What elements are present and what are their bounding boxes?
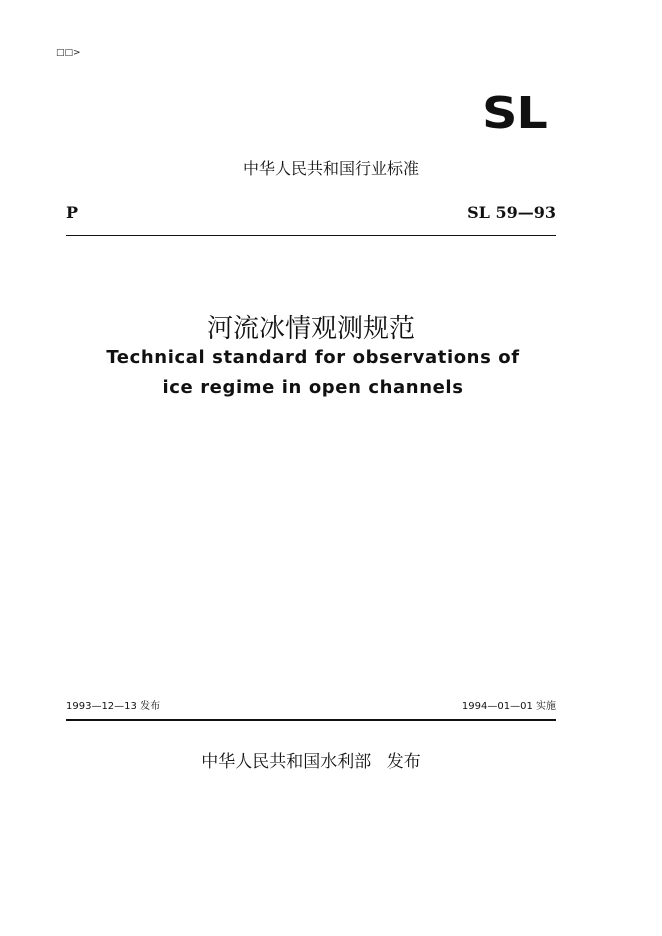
header-divider — [66, 235, 556, 236]
corner-mark: □□> — [56, 48, 81, 58]
implementation-date: 1994—01—01 实施 — [461, 701, 556, 712]
standard-number: SL 59—93 — [467, 203, 556, 222]
title-chinese: 河流冰情观测规范 — [206, 314, 415, 344]
issue-date: 1993—12—13 发布 — [66, 701, 161, 712]
title-english-line-1: Technical standard for observations of — [106, 347, 520, 368]
standard-category: 中华人民共和国行业标准 — [242, 159, 419, 178]
publisher: 中华人民共和国水利部 发布 — [201, 752, 421, 772]
footer-divider — [66, 719, 556, 721]
classification-code: P — [66, 203, 79, 222]
title-english-line-2: ice regime in open channels — [162, 377, 464, 398]
sl-logo: SL — [482, 88, 547, 139]
